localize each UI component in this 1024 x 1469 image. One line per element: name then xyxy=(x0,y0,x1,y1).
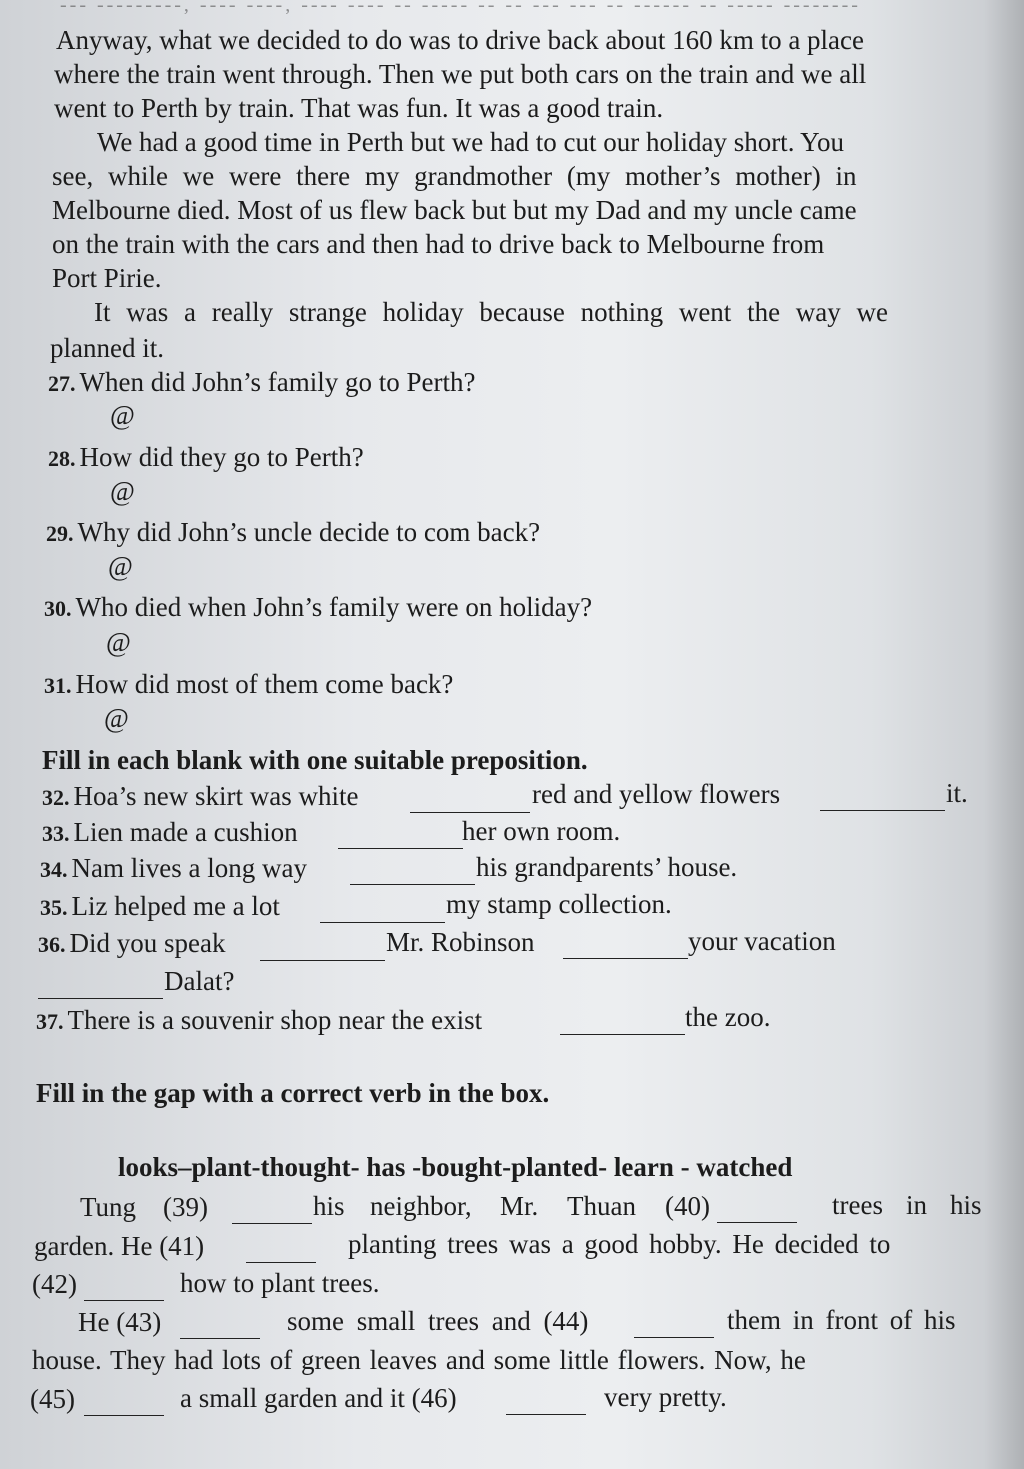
passage-text: Anyway, what we decided to do was to drive back about 160 km to a place xyxy=(56,25,865,55)
question-text: Dalat? xyxy=(164,966,235,996)
verb-text: neighbor, xyxy=(370,1191,472,1221)
question-text: Nam lives a long way xyxy=(71,853,307,883)
question-36 xyxy=(38,927,225,961)
verb-text: some small trees and (44) xyxy=(287,1306,589,1336)
verbs-heading: Fill in the gap with a correct verb in the box. xyxy=(36,1078,550,1108)
verb-text: trees xyxy=(832,1190,883,1220)
passage-line xyxy=(52,160,857,192)
passage-line xyxy=(97,126,844,158)
blank-41[interactable] xyxy=(246,1236,316,1263)
question-text: Lien made a cushion xyxy=(73,817,298,847)
question-text: her own room. xyxy=(462,816,621,846)
question-33 xyxy=(42,816,298,850)
blank-39[interactable] xyxy=(232,1197,312,1224)
passage-text: on the train with the cars and then had to drive back to Melbourne from xyxy=(52,229,825,259)
question-29 xyxy=(46,516,540,550)
passage-line xyxy=(52,262,162,294)
verb-box: looks–plant-thought- has -bought-planted- learn - watched xyxy=(118,1152,793,1182)
blank-46[interactable] xyxy=(506,1388,586,1415)
question-text: Mr. Robinson xyxy=(386,927,535,957)
question-number: 36. xyxy=(38,932,66,957)
passage-text: We had a good time in Perth but we had to cut our holiday short. You xyxy=(97,127,844,157)
question-32 xyxy=(42,780,358,814)
blank-32b[interactable] xyxy=(820,784,945,811)
question-text: your vacation xyxy=(688,926,836,956)
question-number: 28. xyxy=(48,446,76,471)
verb-text: a small garden and it (46) xyxy=(180,1383,457,1413)
question-35 xyxy=(40,890,280,924)
blank-44[interactable] xyxy=(634,1311,714,1338)
passage-text: Melbourne died. Most of us flew back but but my Dad and my uncle came xyxy=(52,195,857,225)
blank-36c[interactable] xyxy=(38,972,163,999)
blank-36a[interactable] xyxy=(260,934,385,961)
passage-line xyxy=(94,296,888,328)
blank-42[interactable] xyxy=(84,1274,164,1301)
question-34 xyxy=(40,852,307,886)
blank-40[interactable] xyxy=(717,1196,797,1223)
question-number: 34. xyxy=(40,857,68,882)
question-text: How did they go to Perth? xyxy=(79,442,364,472)
passage-text: Port Pirie. xyxy=(52,263,162,293)
question-text: Did you speak xyxy=(69,928,226,958)
blank-32a[interactable] xyxy=(410,786,530,813)
question-31 xyxy=(44,668,453,702)
passage-text: went to Perth by train. That was fun. It was a good train. xyxy=(54,93,664,123)
question-text: his grandparents’ house. xyxy=(476,852,738,882)
verb-text: house. They had lots of green leaves and some little flowers. Now, he xyxy=(32,1345,806,1375)
verb-text: very pretty. xyxy=(604,1382,727,1412)
blank-45[interactable] xyxy=(84,1389,164,1416)
blank-35[interactable] xyxy=(320,896,445,923)
verb-text: garden. He (41) xyxy=(34,1231,205,1261)
question-number: 32. xyxy=(42,785,70,810)
cutoff-text-line: --- ---------, ---- ----, ---- ---- -- ----- -- -- --- --- -- ------ -- ----- -------- xyxy=(60,0,861,14)
prepositions-heading: Fill in each blank with one suitable preposition. xyxy=(42,745,588,775)
question-27 xyxy=(48,366,475,400)
answer-mark-28[interactable]: @ xyxy=(110,476,135,506)
question-number: 31. xyxy=(44,673,72,698)
blank-37[interactable] xyxy=(560,1008,685,1035)
verb-text: (42) xyxy=(32,1269,77,1299)
answer-mark-27[interactable]: @ xyxy=(110,400,135,430)
question-37 xyxy=(36,1004,482,1038)
verb-text: them in front of his xyxy=(727,1305,956,1335)
question-30 xyxy=(44,591,592,625)
verb-text: in xyxy=(906,1190,928,1220)
blank-34[interactable] xyxy=(350,858,475,885)
question-number: 33. xyxy=(42,821,70,846)
question-number: 29. xyxy=(46,521,74,546)
question-number: 37. xyxy=(36,1009,64,1034)
question-text: There is a souvenir shop near the exist xyxy=(67,1005,483,1035)
question-28 xyxy=(48,441,364,475)
page-edge-shadow xyxy=(984,0,1024,1469)
question-text: the zoo. xyxy=(685,1002,771,1032)
passage-line xyxy=(54,92,663,124)
blank-43[interactable] xyxy=(180,1312,260,1339)
passage-text: see, while we were there my grandmother (my mother’s mother) in xyxy=(52,161,857,191)
question-text: Hoa’s new skirt was white xyxy=(73,781,359,811)
verb-text: Mr. xyxy=(500,1191,539,1221)
verb-text: (40) xyxy=(665,1191,710,1221)
verb-text: He (43) xyxy=(78,1307,162,1337)
blank-33[interactable] xyxy=(338,822,463,849)
question-text: Why did John’s uncle decide to com back? xyxy=(77,517,541,547)
verb-text: (39) xyxy=(163,1192,208,1222)
passage-line xyxy=(52,194,857,226)
passage-text: where the train went through. Then we put both cars on the train and we all xyxy=(54,59,867,89)
passage-text: planned it. xyxy=(50,333,164,363)
blank-36b[interactable] xyxy=(563,932,688,959)
question-number: 27. xyxy=(48,371,76,396)
answer-mark-30[interactable]: @ xyxy=(106,627,131,657)
passage-line xyxy=(56,24,951,56)
question-number: 35. xyxy=(40,895,68,920)
question-text: it. xyxy=(946,778,968,808)
verb-text: his xyxy=(950,1190,982,1220)
question-text: Liz helped me a lot xyxy=(71,891,280,921)
question-text: red and yellow flowers xyxy=(532,779,781,809)
verb-text: his xyxy=(313,1191,345,1221)
passage-line xyxy=(54,58,866,90)
question-text: How did most of them come back? xyxy=(75,669,454,699)
verb-text: how to plant trees. xyxy=(180,1268,380,1298)
question-text: my stamp collection. xyxy=(446,889,672,919)
question-text: Who died when John’s family were on holiday? xyxy=(75,592,593,622)
answer-mark-29[interactable]: @ xyxy=(108,551,133,581)
answer-mark-31[interactable]: @ xyxy=(104,703,129,733)
passage-line xyxy=(50,332,164,364)
question-number: 30. xyxy=(44,596,72,621)
verb-text: planting trees was a good hobby. He decided to xyxy=(348,1229,891,1259)
passage-line xyxy=(52,228,824,260)
verb-text: (45) xyxy=(30,1384,75,1414)
verb-text: Tung xyxy=(80,1192,137,1222)
question-text: When did John’s family go to Perth? xyxy=(79,367,476,397)
passage-text: It was a really strange holiday because nothing went the way we xyxy=(94,297,889,327)
verb-text: Thuan xyxy=(567,1191,636,1221)
